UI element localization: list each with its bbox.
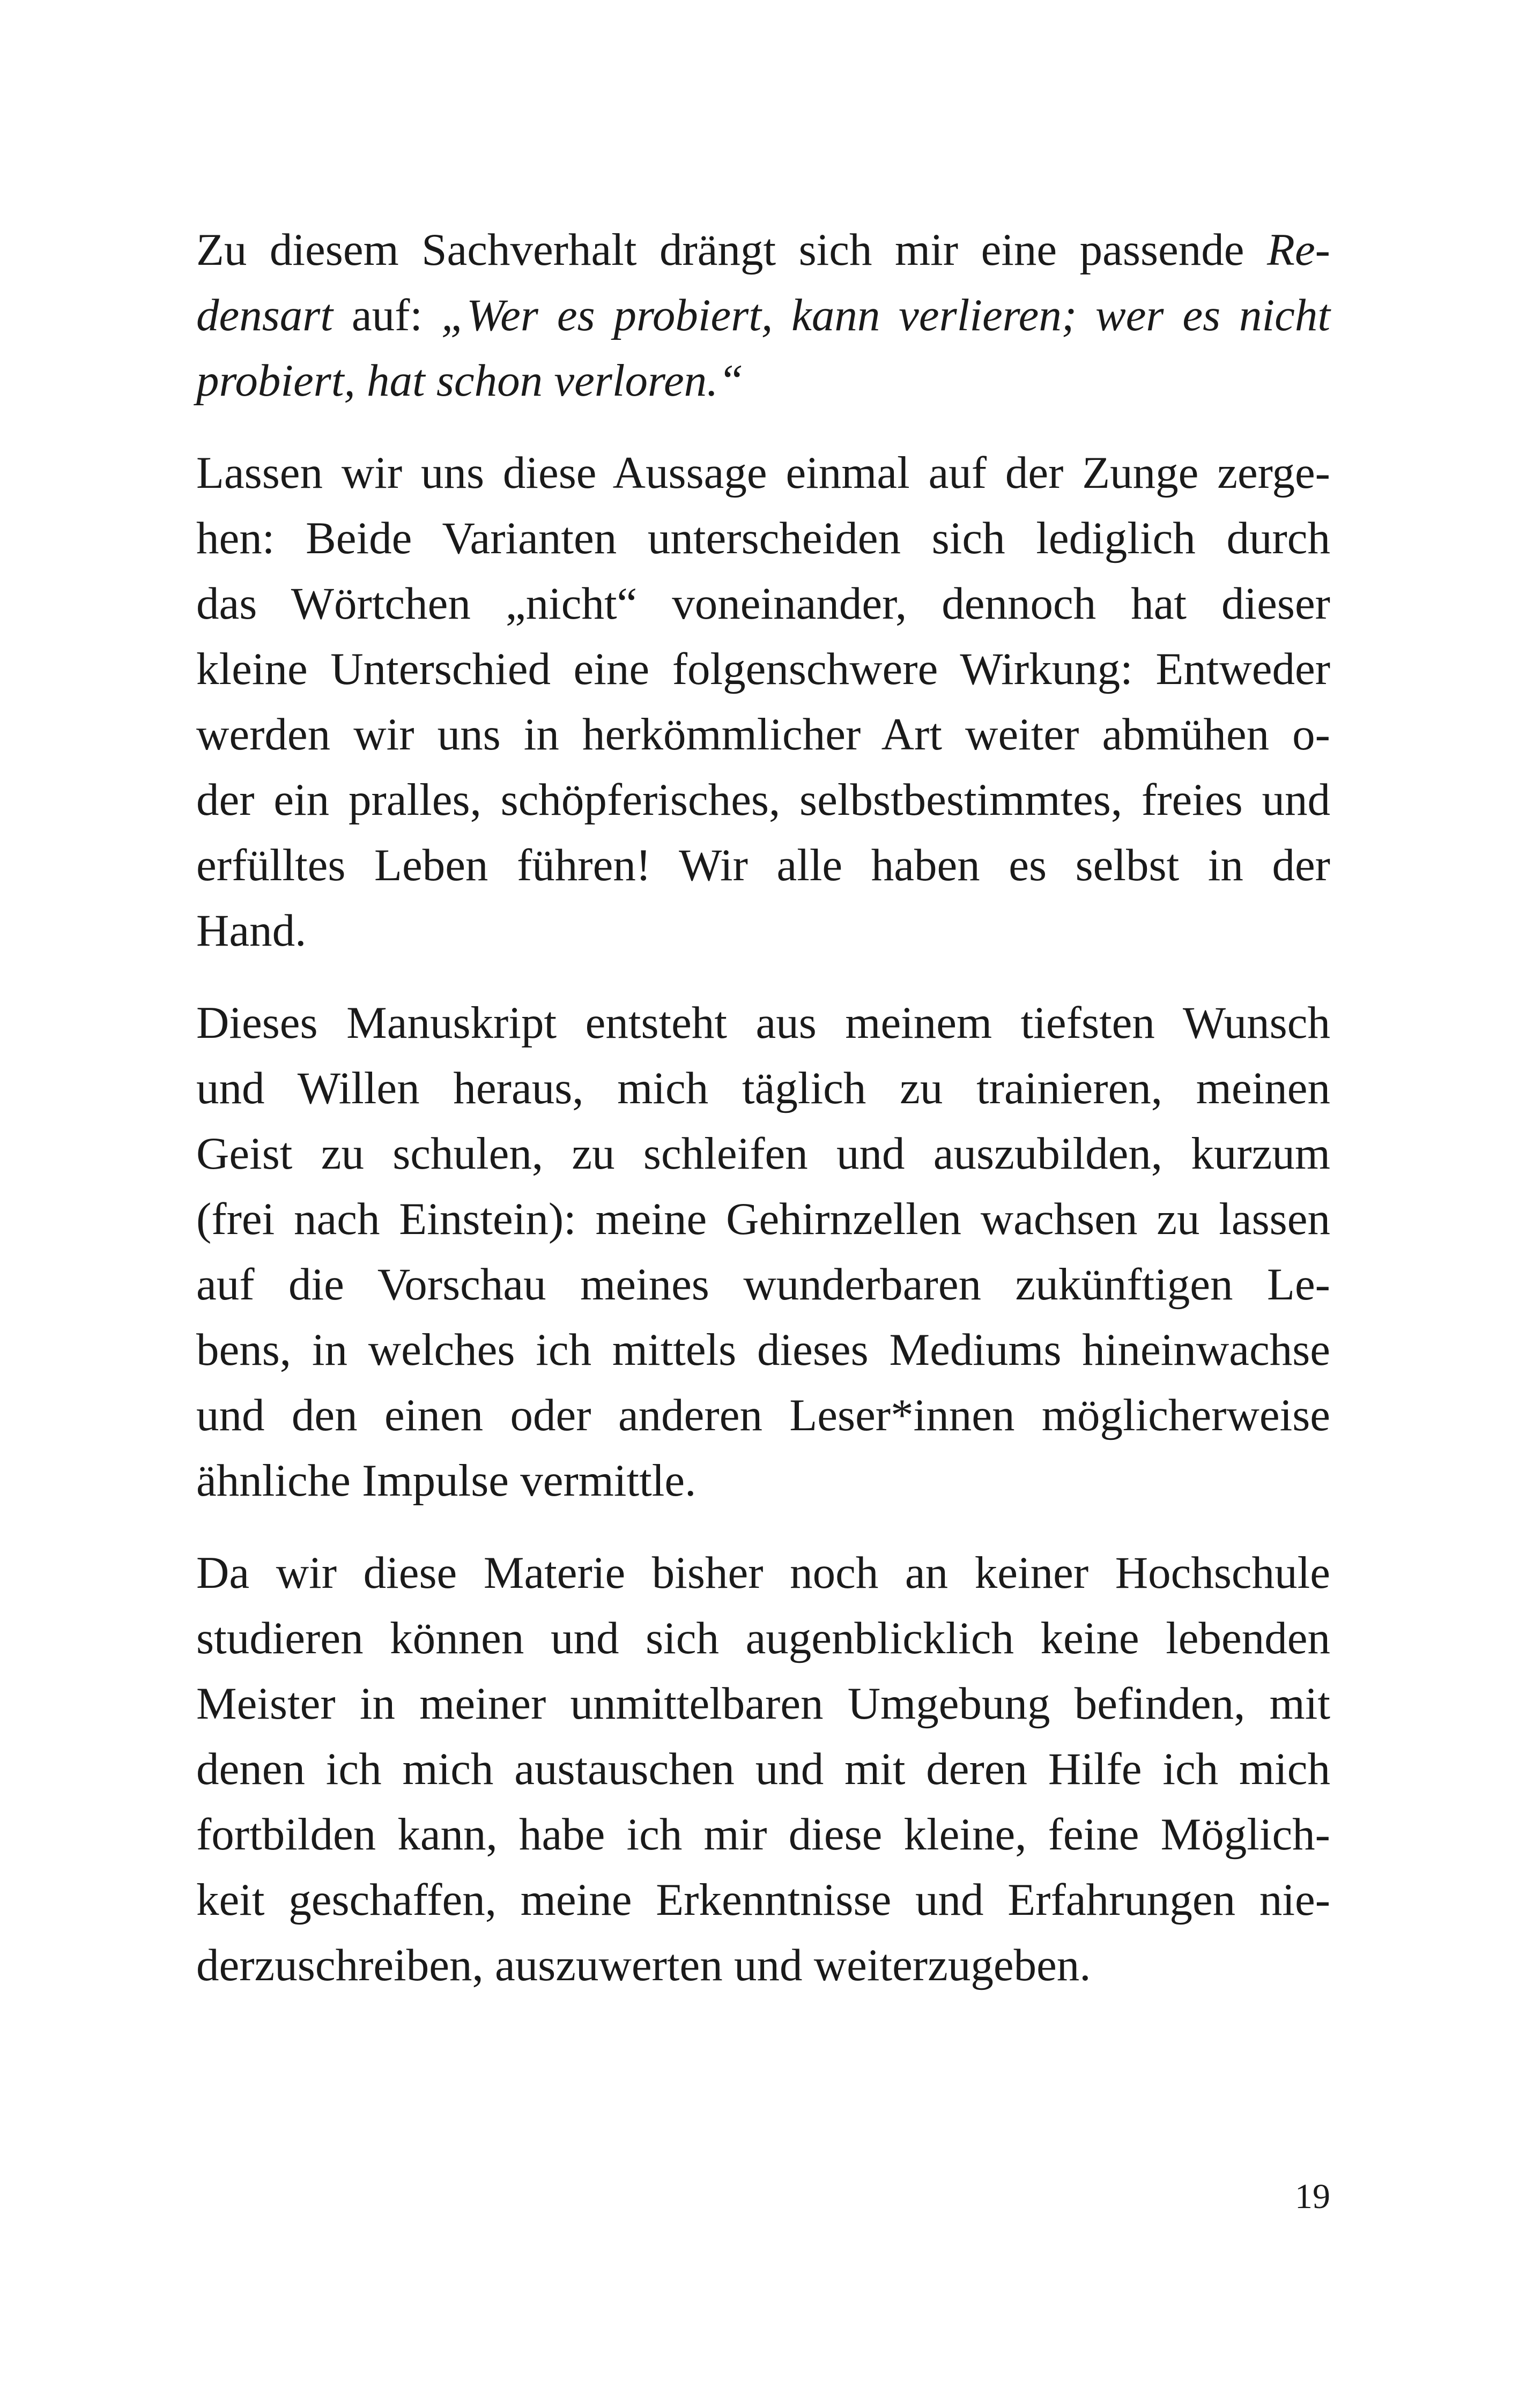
text-line: Dieses Manuskript entsteht aus meinem tiefsten Wunsch — [196, 998, 1330, 1048]
body-text — [196, 217, 1330, 1998]
text-line: probiert, hat schon verloren.“ — [196, 355, 744, 406]
text-line: Hand. — [196, 905, 307, 956]
text-line: bens, in welches ich mittels dieses Mediums hineinwachse — [196, 1325, 1330, 1375]
text-line: keit geschaffen, meine Erkenntnisse und Erfahrungen nie- — [196, 1875, 1330, 1925]
text-line: ähnliche Impulse vermittle. — [196, 1455, 696, 1506]
text-line: Da wir diese Materie bisher noch an keiner Hochschule — [196, 1548, 1330, 1598]
text-line: derzuschreiben, auszuwerten und weiterzugeben. — [196, 1940, 1091, 1990]
text-line: kleine Unterschied eine folgenschwere Wirkung: Entweder — [196, 644, 1330, 694]
text-line: studieren können und sich augenblicklich keine lebenden — [196, 1613, 1330, 1663]
text-line: denen ich mich austauschen und mit deren Hilfe ich mich — [196, 1744, 1330, 1794]
text-line: und den einen oder anderen Leser*innen möglicherweise — [196, 1390, 1330, 1440]
text-line: hen: Beide Varianten unterscheiden sich lediglich durch — [196, 513, 1330, 563]
text-line: Geist zu schulen, zu schleifen und auszubilden, kurzum — [196, 1128, 1330, 1179]
text-line: der ein pralles, schöpferisches, selbstbestimmtes, freies und — [196, 775, 1330, 825]
text-line: densart auf: „Wer es probiert, kann verlieren; wer es nicht — [196, 290, 1330, 340]
page-number: 19 — [1295, 2177, 1330, 2216]
text-line: werden wir uns in herkömmlicher Art weiter abmühen o- — [196, 709, 1330, 760]
text-line: fortbilden kann, habe ich mir diese kleine, feine Möglich- — [196, 1809, 1330, 1860]
text-line: und Willen heraus, mich täglich zu trainieren, meinen — [196, 1063, 1330, 1113]
text-line: erfülltes Leben führen! Wir alle haben es selbst in der — [196, 840, 1330, 890]
text-line: Zu diesem Sachverhalt drängt sich mir eine passende Re- — [196, 225, 1330, 275]
text-line: Lassen wir uns diese Aussage einmal auf der Zunge zerge- — [196, 448, 1330, 498]
text-line: das Wörtchen „nicht“ voneinander, dennoch hat dieser — [196, 578, 1330, 629]
text-line: Meister in meiner unmittelbaren Umgebung befinden, mit — [196, 1678, 1330, 1729]
text-line: auf die Vorschau meines wunderbaren zukünftigen Le- — [196, 1259, 1330, 1310]
text-line: (frei nach Einstein): meine Gehirnzellen wachsen zu lassen — [196, 1194, 1330, 1244]
